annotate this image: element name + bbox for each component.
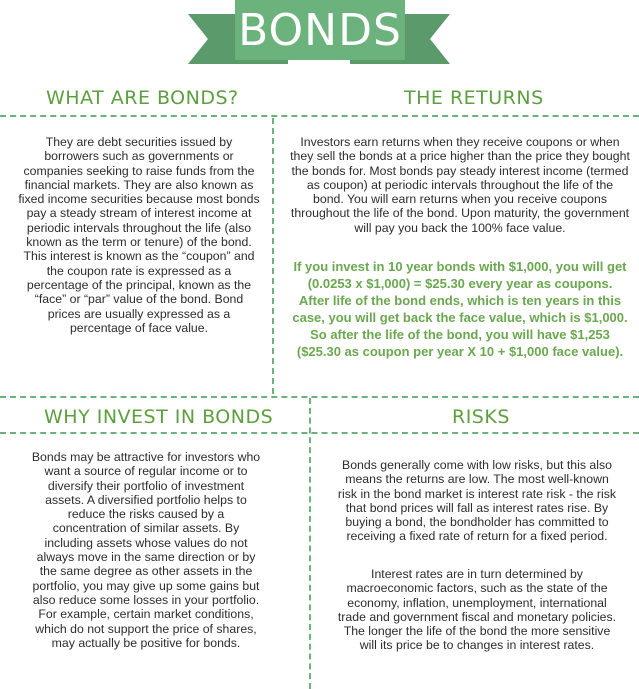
returns-text: Investors earn returns when they receive coupons or when they sell the bonds at a price higher than the price they bought the bonds for. Most bonds pay steady interest income (termed as coupon) at periodic intervals throughout the life of the bond. You will earn returns when you receive coupons throughout the life of the bond. Upon maturity, the government will pay you back the 100% face value. bbox=[290, 135, 630, 235]
divider-vertical-top bbox=[272, 118, 274, 394]
heading-why-invest: WHY INVEST IN BONDS bbox=[44, 406, 274, 428]
returns-example: If you invest in 10 year bonds with $1,000, you will get (0.0253 x $1,000) = $25.30 every year as coupons. After life of the bond ends, which is ten years in this case, you will get back the face value, which is $1,000. So after the life of the bond, you will have $1,253 ($25.30 as coupon per year X 10 + $1,000 face value). bbox=[292, 259, 628, 359]
risks-text-1: Bonds generally come with low risks, but this also means the returns are low. The most well-known risk in the bond market is interest rate risk - the risk that bond prices will fall as interest rates rise. By buying a bond, the bondholder has committed to receiving a fixed rate of return for a fixed period. bbox=[337, 458, 617, 544]
heading-the-returns: THE RETURNS bbox=[404, 87, 544, 109]
divider-top bbox=[0, 115, 639, 117]
risks-text-2: Interest rates are in turn determined by macroeconomic factors, such as the state of the economy, inflation, unemployment, international trade and government fiscal and monetary policies. The longer the life of the bond the more sensitive will its price be to changes in interest rates. bbox=[337, 567, 617, 653]
why-invest-text: Bonds may be attractive for investors who want a source of regular income or to diversify their portfolio of investment assets. A diversified portfolio helps to reduce the risks caused by a concentration of similar assets. By including assets whose values do not always move in the same direction or by the same degree as other assets in the portfolio, you may give up some gains but also reduce some losses in your portfolio. For example, certain market conditions, which do not support the price of shares, may actually be positive for bonds. bbox=[31, 450, 261, 650]
divider-middle bbox=[0, 396, 639, 398]
page-title: BONDS bbox=[238, 4, 402, 56]
what-are-bonds-text: They are debt securities issued by borrowers such as governments or companies seeking to raise funds from the financial markets. They are also known as fixed income securities because most bonds pay a steady stream of interest income at periodic intervals throughout the life (also known as the term or tenure) of the bond. This interest is known as the “coupon” and the coupon rate is expressed as a percentage of the principal, known as the “face” or “par” value of the bond. Bond prices are usually expressed as a percentage of face value. bbox=[18, 135, 260, 335]
banner-ribbon bbox=[235, 0, 405, 60]
title-banner bbox=[0, 0, 639, 80]
heading-risks: RISKS bbox=[452, 406, 510, 428]
heading-what-are-bonds: WHAT ARE BONDS? bbox=[46, 87, 239, 109]
divider-vertical-bottom bbox=[309, 398, 311, 689]
divider-bottom bbox=[0, 432, 639, 434]
